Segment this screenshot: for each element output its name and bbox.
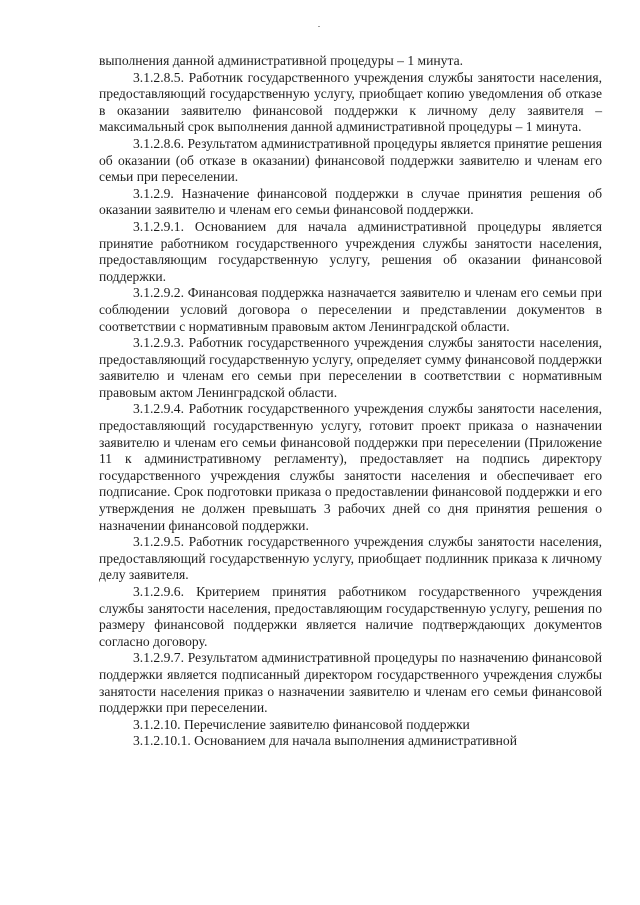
- scan-speck: [318, 26, 320, 27]
- paragraph-3-1-2-10: 3.1.2.10. Перечисление заявителю финансовой поддержки: [133, 716, 470, 732]
- paragraph-3-1-2-9-3: 3.1.2.9.3. Работник государственного учреждения службы занятости населения, предоставляющий государственную услугу, определяет сумму финансовой поддержки заявителю и членам его семьи при переселении в соответствии с нормативным правовым актом Ленинградской области.: [99, 335, 602, 400]
- paragraph-3-1-2-9-6: 3.1.2.9.6. Критерием принятия работником государственного учреждения службы занятости населения, предоставляющим государственную услугу, решения по размеру финансовой поддержки является наличие подтверждающих документов согласно договору.: [99, 584, 602, 649]
- paragraph-3-1-2-9-5: 3.1.2.9.5. Работник государственного учреждения службы занятости населения, предоставляющий государственную услугу, приобщает подлинник приказа к личному делу заявителя.: [99, 534, 602, 583]
- paragraph-continuation: выполнения данной административной процедуры – 1 минута.: [99, 53, 463, 68]
- paragraph-3-1-2-8-6: 3.1.2.8.6. Результатом административной процедуры является принятие решения об оказании (об отказе в оказании) финансовой поддержки заявителю и членам его семьи при переселении.: [99, 135, 602, 185]
- document-body: [99, 53, 602, 750]
- paragraph-3-1-2-9: 3.1.2.9. Назначение финансовой поддержки в случае принятия решения об оказании заявителю и членам его семьи финансовой поддержки.: [99, 185, 602, 218]
- paragraph-3-1-2-9-7: 3.1.2.9.7. Результатом административной процедуры по назначению финансовой поддержки является подписанный директором государственного учреждения службы занятости населения приказ о назначении заявителю и членам его семьи финансовой поддержки при переселении.: [99, 650, 602, 716]
- paragraph-3-1-2-9-2: 3.1.2.9.2. Финансовая поддержка назначается заявителю и членам его семьи при соблюдении условий договора о переселении и представлении документов в соответствии с нормативным правовым актом Ленинградской области.: [99, 285, 602, 334]
- paragraph-3-1-2-9-1: 3.1.2.9.1. Основанием для начала административной процедуры является принятие работником государственного учреждения службы занятости населения, предоставляющим государственную услугу, решения об оказании финансовой поддержки.: [99, 218, 602, 284]
- paragraph-3-1-2-9-4: 3.1.2.9.4. Работник государственного учреждения службы занятости населения, предоставляющий государственную услугу, готовит проект приказа о назначении заявителю и членам его семьи финансовой поддержки при переселении (Приложение 11 к административному регламенту), предоставляет на подпись директору государственного учреждения службы занятости населения и обеспечивает его подписание. Срок подготовки приказа о предоставлении финансовой поддержки и его утверждения не должен превышать 3 рабочих дней со дня принятия решения о назначении финансовой поддержки.: [99, 401, 602, 533]
- paragraph-3-1-2-8-5: 3.1.2.8.5. Работник государственного учреждения службы занятости населения, предоставляющий государственную услугу, приобщает копию уведомления об отказе в оказании заявителю финансовой поддержки к личному делу заявителя – максимальный срок выполнения данной административной процедуры – 1 минута.: [99, 69, 602, 135]
- paragraph-3-1-2-10-1: 3.1.2.10.1. Основанием для начала выполнения административной: [133, 733, 517, 749]
